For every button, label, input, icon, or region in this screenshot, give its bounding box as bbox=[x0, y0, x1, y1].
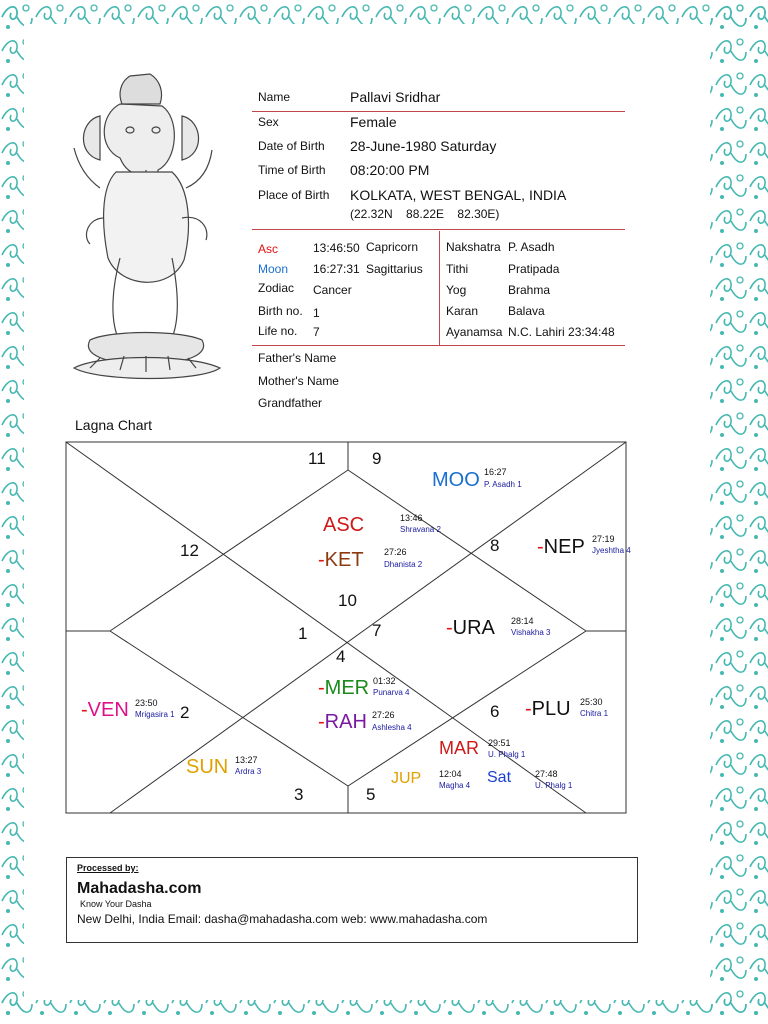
moon-degree-chart: 16:27 bbox=[484, 467, 507, 477]
house-6: 6 bbox=[490, 702, 500, 721]
mercury-nakshatra: Punarva 4 bbox=[373, 688, 410, 697]
sex-label: Sex bbox=[258, 115, 279, 129]
birth-no-value: 1 bbox=[313, 306, 320, 320]
house-1: 1 bbox=[298, 624, 308, 643]
grandfather-label: Grandfather bbox=[258, 396, 323, 410]
uranus-degree: 28:14 bbox=[511, 616, 534, 626]
yog-value: Brahma bbox=[508, 283, 551, 297]
pluto-degree: 25:30 bbox=[580, 697, 603, 707]
neptune-nakshatra: Jyeshtha 4 bbox=[592, 546, 631, 555]
retro-marker: - bbox=[525, 698, 532, 720]
coordinates: (22.32N 88.22E 82.30E) bbox=[350, 207, 500, 221]
retro-marker: - bbox=[446, 617, 453, 639]
moon-label: Moon bbox=[258, 262, 289, 276]
chart-title: Lagna Chart bbox=[75, 417, 153, 433]
dob-label: Date of Birth bbox=[258, 139, 325, 153]
ketu-degree: 27:26 bbox=[384, 547, 407, 557]
mother-label: Mother's Name bbox=[258, 374, 339, 388]
mars-nakshatra: U. Phalg 1 bbox=[488, 750, 526, 759]
asc-nakshatra: Shravana 2 bbox=[400, 525, 441, 534]
uranus-nakshatra: Vishakha 3 bbox=[511, 628, 551, 637]
dob-value: 28-June-1980 Saturday bbox=[350, 138, 497, 154]
planet-pluto bbox=[525, 699, 571, 719]
moon-degree: 16:27:31 bbox=[313, 262, 360, 276]
tob-label: Time of Birth bbox=[258, 163, 326, 177]
processed-by-label: Processed by: bbox=[77, 863, 139, 873]
life-no-value: 7 bbox=[313, 325, 320, 339]
house-10: 10 bbox=[338, 591, 357, 610]
house-12: 12 bbox=[180, 541, 199, 560]
brand-name: Mahadasha.com bbox=[77, 880, 202, 897]
brand-tagline: Know Your Dasha bbox=[80, 899, 152, 909]
asc-label: Asc bbox=[258, 242, 279, 256]
sex-value: Female bbox=[350, 114, 397, 130]
pob-value: KOLKATA, WEST BENGAL, INDIA bbox=[350, 187, 567, 203]
venus-nakshatra: Mrigasira 1 bbox=[135, 710, 175, 719]
planet-saturn: Sat bbox=[487, 769, 512, 786]
mercury-name: MER bbox=[324, 677, 370, 699]
retro-marker: - bbox=[318, 711, 325, 733]
ayanamsa-label: Ayanamsa bbox=[446, 325, 503, 339]
mars-degree: 29:51 bbox=[488, 738, 511, 748]
father-label: Father's Name bbox=[258, 351, 337, 365]
saturn-degree: 27:48 bbox=[535, 769, 558, 779]
yog-label: Yog bbox=[446, 283, 467, 297]
planet-sun: SUN bbox=[186, 756, 229, 778]
planet-venus bbox=[81, 700, 129, 720]
pluto-name: PLU bbox=[531, 698, 571, 720]
tithi-label: Tithi bbox=[446, 262, 469, 276]
ketu-name: KET bbox=[324, 549, 364, 571]
moon-nakshatra: P. Asadh 1 bbox=[484, 480, 522, 489]
asc-degree: 13:46:50 bbox=[313, 241, 360, 255]
retro-marker: - bbox=[537, 536, 544, 558]
uranus-name: URA bbox=[452, 617, 495, 639]
ketu-nakshatra: Dhanista 2 bbox=[384, 560, 423, 569]
planet-asc: ASC bbox=[323, 514, 365, 536]
planet-mercury bbox=[318, 678, 369, 698]
house-11: 11 bbox=[308, 449, 326, 468]
planet-ketu bbox=[318, 550, 364, 570]
life-no-label: Life no. bbox=[258, 324, 298, 338]
tob-value: 08:20:00 PM bbox=[350, 162, 430, 178]
nakshatra-value: P. Asadh bbox=[508, 240, 555, 254]
birth-no-label: Birth no. bbox=[258, 304, 303, 318]
planet-jupiter: JUP bbox=[391, 770, 422, 787]
house-4: 4 bbox=[336, 647, 346, 666]
pluto-nakshatra: Chitra 1 bbox=[580, 709, 609, 718]
zodiac-label: Zodiac bbox=[258, 281, 295, 295]
tithi-value: Pratipada bbox=[508, 262, 560, 276]
planet-mars: MAR bbox=[439, 738, 479, 758]
retro-marker: - bbox=[81, 699, 88, 721]
house-9: 9 bbox=[372, 449, 382, 468]
karan-value: Balava bbox=[508, 304, 545, 318]
retro-marker: - bbox=[318, 549, 325, 571]
asc-sign: Capricorn bbox=[366, 240, 419, 254]
saturn-nakshatra: U. Phalg 1 bbox=[535, 781, 573, 790]
rahu-degree: 27:26 bbox=[372, 710, 395, 720]
zodiac-value: Cancer bbox=[313, 283, 352, 297]
name-label: Name bbox=[258, 90, 291, 104]
pob-label: Place of Birth bbox=[258, 188, 330, 202]
retro-marker: - bbox=[318, 677, 325, 699]
planet-uranus bbox=[446, 618, 495, 638]
jupiter-nakshatra: Magha 4 bbox=[439, 781, 471, 790]
karan-label: Karan bbox=[446, 304, 479, 318]
house-3: 3 bbox=[294, 785, 304, 804]
planet-rahu bbox=[318, 712, 367, 732]
house-7: 7 bbox=[372, 621, 382, 640]
house-8: 8 bbox=[490, 536, 500, 555]
rahu-nakshatra: Ashlesha 4 bbox=[372, 723, 412, 732]
processed-by-box bbox=[66, 857, 638, 943]
venus-degree: 23:50 bbox=[135, 698, 158, 708]
ayanamsa-value: N.C. Lahiri 23:34:48 bbox=[508, 325, 615, 339]
house-5: 5 bbox=[366, 785, 376, 804]
nakshatra-label: Nakshatra bbox=[446, 240, 501, 254]
planet-moon: MOO bbox=[432, 469, 480, 491]
jupiter-degree: 12:04 bbox=[439, 769, 462, 779]
moon-sign: Sagittarius bbox=[366, 262, 423, 276]
sun-degree: 13:27 bbox=[235, 755, 258, 765]
sun-nakshatra: Ardra 3 bbox=[235, 767, 262, 776]
asc-degree-chart: 13:46 bbox=[400, 513, 423, 523]
mercury-degree: 01:32 bbox=[373, 676, 396, 686]
venus-name: VEN bbox=[87, 699, 129, 721]
contact-info: New Delhi, India Email: dasha@mahadasha.com web: www.mahadasha.com bbox=[77, 912, 488, 926]
house-2: 2 bbox=[180, 703, 190, 722]
neptune-name: NEP bbox=[543, 536, 585, 558]
name-value: Pallavi Sridhar bbox=[350, 89, 441, 105]
rahu-name: RAH bbox=[324, 711, 367, 733]
neptune-degree: 27:19 bbox=[592, 534, 615, 544]
planet-neptune bbox=[537, 537, 585, 557]
